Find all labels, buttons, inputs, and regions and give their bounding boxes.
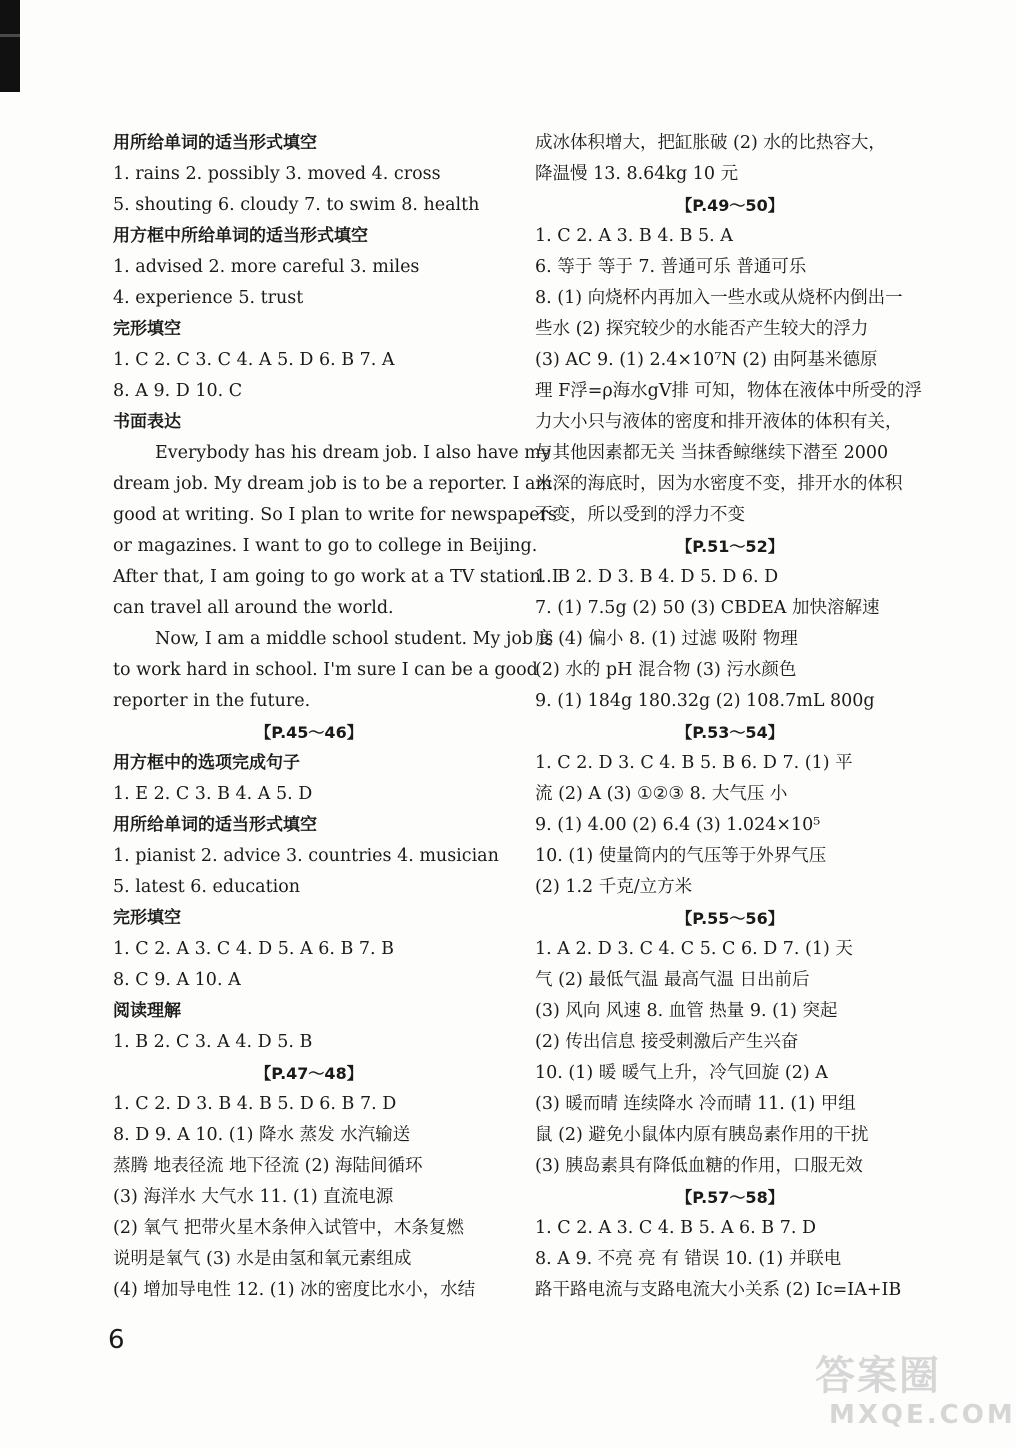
section-heading: 用方框中所给单词的适当形式填空 (113, 226, 368, 246)
answer-line: 1. C 2. A 3. B 4. B 5. A (535, 226, 733, 246)
page-number: 6 (108, 1325, 125, 1355)
essay-line: After that, I am going to go work at a TV station. I (113, 567, 559, 587)
answer-line: 6. 等于 等于 7. 普通可乐 普通可乐 (535, 257, 807, 277)
answer-line: 8. A 9. 不亮 亮 有 错误 10. (1) 并联电 (535, 1249, 842, 1269)
answer-line: 1. C 2. C 3. C 4. A 5. D 6. B 7. A (113, 350, 395, 370)
answer-line: 些水 (2) 探究较少的水能否产生较大的浮力 (535, 319, 869, 339)
page-range-heading: 【P.47～48】 (255, 1064, 363, 1083)
answer-line: 不变，所以受到的浮力不变 (535, 505, 745, 525)
section-heading: 用方框中的选项完成句子 (113, 753, 300, 773)
answer-line: reporter in the future. (113, 691, 311, 711)
answer-line: 8. (1) 向烧杯内再加入一些水或从烧杯内倒出一 (535, 288, 903, 308)
answer-line: (4) 增加导电性 12. (1) 冰的密度比水小，水结 (113, 1280, 476, 1300)
page-range-heading: 【P.45～46】 (255, 723, 363, 742)
essay-line: good at writing. So I plan to write for newspapers (113, 505, 557, 525)
answer-line: can travel all around the world. (113, 598, 394, 618)
answer-line: 1. B 2. D 3. B 4. D 5. D 6. D (535, 567, 779, 587)
answer-line: 降温慢 13. 8.64kg 10 元 (535, 164, 739, 184)
answer-line: (2) 传出信息 接受刺激后产生兴奋 (535, 1032, 799, 1052)
answer-line: (3) 暖而晴 连续降水 冷而晴 11. (1) 甲组 (535, 1094, 856, 1114)
answer-line: 成冰体积增大，把缸胀破 (2) 水的比热容大， (535, 133, 886, 153)
answer-line: 7. (1) 7.5g (2) 50 (3) CBDEA 加快溶解速 (535, 598, 880, 618)
answer-line: (3) 海洋水 大气水 11. (1) 直流电源 (113, 1187, 394, 1207)
answer-line: 气 (2) 最低气温 最高气温 日出前后 (535, 970, 810, 990)
answer-line: 理 F浮=ρ海水gV排 可知，物体在液体中所受的浮 (535, 381, 923, 401)
answer-line: 9. (1) 4.00 (2) 6.4 (3) 1.024×10⁵ (535, 815, 821, 835)
answer-line: 与其他因素都无关 当抹香鲸继续下潜至 2000 (535, 443, 889, 463)
watermark-logo (815, 1352, 1016, 1444)
essay-line: Now, I am a middle school student. My job is (155, 629, 554, 649)
answer-line: 1. C 2. A 3. C 4. B 5. A 6. B 7. D (535, 1218, 816, 1238)
answer-line: 流 (2) A (3) ①②③ 8. 大气压 小 (535, 784, 788, 804)
page-edge-tab (0, 0, 20, 92)
answer-line: 蒸腾 地表径流 地下径流 (2) 海陆间循环 (113, 1156, 423, 1176)
essay-line: Everybody has his dream job. I also have my (155, 443, 551, 463)
answer-line: 8. A 9. D 10. C (113, 381, 243, 401)
answer-line: 1. rains 2. possibly 3. moved 4. cross (113, 164, 441, 184)
page-range-heading: 【P.55～56】 (676, 909, 784, 928)
page-edge-tab-line (0, 34, 20, 37)
answer-line: 度 (4) 偏小 8. (1) 过滤 吸附 物理 (535, 629, 798, 649)
answer-line: 1. C 2. A 3. C 4. D 5. A 6. B 7. B (113, 939, 394, 959)
answer-line: (3) AC 9. (1) 2.4×10⁷N (2) 由阿基米德原 (535, 350, 878, 370)
watermark-sub: MXQE.COM (829, 1400, 1016, 1430)
answer-line: 8. C 9. A 10. A (113, 970, 241, 990)
answer-line: (2) 水的 pH 混合物 (3) 污水颜色 (535, 660, 797, 680)
section-heading: 用所给单词的适当形式填空 (113, 815, 317, 835)
section-heading: 阅读理解 (113, 1001, 181, 1021)
answer-line: 1. advised 2. more careful 3. miles (113, 257, 420, 277)
answer-line: 1. C 2. D 3. B 4. B 5. D 6. B 7. D (113, 1094, 397, 1114)
answer-line: 1. A 2. D 3. C 4. C 5. C 6. D 7. (1) 天 (535, 939, 853, 959)
answer-line: 8. D 9. A 10. (1) 降水 蒸发 水汽输送 (113, 1125, 411, 1145)
page-range-heading: 【P.53～54】 (676, 723, 784, 742)
section-heading: 完形填空 (113, 908, 181, 928)
essay-line: dream job. My dream job is to be a reporter. I am (113, 474, 553, 494)
answer-line: 10. (1) 使量筒内的气压等于外界气压 (535, 846, 827, 866)
answer-line: (2) 氧气 把带火星木条伸入试管中，木条复燃 (113, 1218, 464, 1238)
essay-line: or magazines. I want to go to college in Beijing. (113, 536, 538, 556)
page-range-heading: 【P.51～52】 (676, 537, 784, 556)
answer-line: 1. C 2. D 3. C 4. B 5. B 6. D 7. (1) 平 (535, 753, 853, 773)
answer-line: 1. pianist 2. advice 3. countries 4. musician (113, 846, 499, 866)
section-heading: 书面表达 (113, 412, 181, 432)
answer-line: 9. (1) 184g 180.32g (2) 108.7mL 800g (535, 691, 875, 711)
watermark-main: 答案圈 (815, 1353, 941, 1399)
essay-line: to work hard in school. I'm sure I can be a good (113, 660, 538, 680)
answer-line: 米深的海底时，因为水密度不变，排开水的体积 (535, 474, 903, 494)
section-heading: 完形填空 (113, 319, 181, 339)
left-column (113, 128, 559, 1306)
answer-line: 5. latest 6. education (113, 877, 301, 897)
page-range-heading: 【P.49～50】 (676, 196, 784, 215)
answer-line: (3) 胰岛素具有降低血糖的作用，口服无效 (535, 1156, 863, 1176)
page-range-heading: 【P.57～58】 (676, 1188, 784, 1207)
answer-line: 4. experience 5. trust (113, 288, 304, 308)
section-heading: 用所给单词的适当形式填空 (113, 133, 317, 153)
answer-line: 力大小只与液体的密度和排开液体的体积有关， (535, 412, 903, 432)
answer-line: 路干路电流与支路电流大小关系 (2) Ic=IA+IB (535, 1280, 902, 1300)
answer-line: 说明是氧气 (3) 水是由氢和氧元素组成 (113, 1249, 412, 1269)
answer-line: 5. shouting 6. cloudy 7. to swim 8. health (113, 195, 480, 215)
answer-line: (3) 风向 风速 8. 血管 热量 9. (1) 突起 (535, 1001, 838, 1021)
answer-line: 10. (1) 暖 暖气上升，冷气回旋 (2) A (535, 1063, 828, 1083)
answer-line: 鼠 (2) 避免小鼠体内原有胰岛素作用的干扰 (535, 1125, 869, 1145)
right-column (535, 128, 925, 1306)
answer-line: (2) 1.2 千克/立方米 (535, 877, 693, 897)
answer-line: 1. B 2. C 3. A 4. D 5. B (113, 1032, 313, 1052)
answer-line: 1. E 2. C 3. B 4. A 5. D (113, 784, 313, 804)
